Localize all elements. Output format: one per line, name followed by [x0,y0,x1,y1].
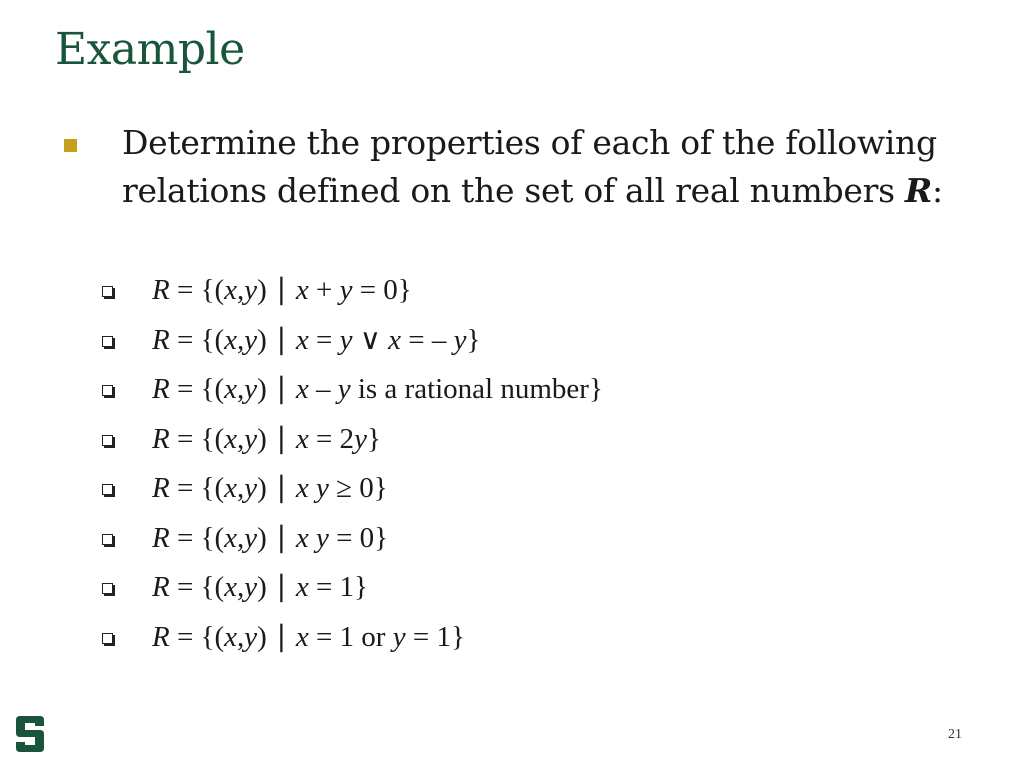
math-text: ) ∣ [257,620,296,653]
math-text: = – [401,323,454,356]
math-variable: x [224,323,238,356]
math-variable: x [388,323,402,356]
math-text: = 0} [352,274,412,306]
math-text: = 1} [405,620,465,653]
math-text: } [466,323,481,356]
relation-item [152,318,992,368]
math-text: is a rational number} [350,373,603,405]
relation-item [152,565,992,615]
intro-colon: : [932,171,943,210]
math-text: , [237,373,245,405]
math-variable: y [354,422,367,455]
math-text: = {( [169,323,225,356]
math-text: = 1} [308,571,368,603]
math-variable: x [224,373,238,405]
math-text: ) ∣ [257,472,296,504]
math-variable: y [453,323,467,356]
relation-item [152,516,992,566]
math-variable: y [244,274,258,306]
math-variable: y [244,323,258,356]
math-variable: y [339,274,353,306]
math-text: ∨ [352,323,389,356]
checkbox-bullet-icon [102,435,113,446]
math-text: = {( [169,373,225,405]
math-variable: R [152,422,170,455]
math-variable: y [337,373,351,405]
set-symbol: R [904,171,933,210]
checkbox-bullet-icon [102,484,113,495]
math-variable: y [244,422,258,455]
math-text: = 2 [308,422,355,455]
math-text: ) ∣ [257,373,296,405]
checkbox-bullet-icon [102,286,113,297]
math-text: = [308,323,340,356]
slide-title: Example [55,24,245,75]
math-text: ) ∣ [257,274,296,306]
math-variable: R [152,521,170,554]
math-variable: y [392,620,406,653]
relation-item [152,268,992,318]
math-variable: R [152,274,170,306]
math-variable: x [224,472,238,504]
math-text: , [237,521,245,554]
math-text: = {( [169,274,225,306]
math-variable: x [295,521,309,554]
square-bullet-icon [64,139,77,152]
relation-item [152,367,992,417]
math-variable: x [224,521,238,554]
math-text: + [308,274,340,306]
math-text: = {( [169,472,225,504]
math-variable: x [295,373,309,405]
math-text: = {( [169,422,225,455]
math-variable: x [295,422,309,455]
math-text: = {( [169,571,225,603]
math-variable: x [224,422,238,455]
math-text: = 1 or [308,620,393,653]
math-text: } [366,422,381,455]
math-text [309,522,316,554]
math-text: , [237,323,245,356]
math-text: ≥ 0} [328,472,388,504]
relation-item [152,615,992,665]
math-variable: y [244,620,258,653]
checkbox-bullet-icon [102,336,113,347]
math-variable: y [315,472,329,504]
math-text: – [308,373,338,405]
math-text: ) ∣ [257,323,296,356]
checkbox-bullet-icon [102,385,113,396]
math-variable: x [295,323,309,356]
math-variable: R [152,472,170,504]
math-variable: R [152,373,170,405]
intro-text: Determine the properties of each of the following relations defined on the set of all real numbers [122,123,937,210]
math-variable: R [152,571,170,603]
checkbox-bullet-icon [102,534,113,545]
math-text: ) ∣ [257,571,296,603]
relation-item [152,466,992,516]
math-text: , [237,472,245,504]
math-variable: x [224,620,238,653]
math-variable: x [224,274,238,306]
math-variable: x [295,620,309,653]
relation-item [152,417,992,467]
math-variable: x [295,274,309,306]
math-text [309,472,316,504]
math-text: , [237,422,245,455]
math-text: = {( [169,521,225,554]
math-variable: y [244,373,258,405]
math-text: = 0} [328,521,389,554]
math-variable: R [152,620,170,653]
math-variable: y [315,521,329,554]
math-variable: y [244,571,258,603]
checkbox-bullet-icon [102,583,113,594]
math-text: , [237,274,245,306]
math-text: , [237,571,245,603]
math-text: ) ∣ [257,422,296,455]
math-variable: y [244,521,258,554]
math-variable: y [339,323,353,356]
math-variable: x [224,571,238,603]
page-number: 21 [948,727,962,742]
math-text: ) ∣ [257,521,296,554]
math-text: = {( [169,620,225,653]
checkbox-bullet-icon [102,633,113,644]
math-variable: x [295,571,309,603]
relation-list [152,268,992,664]
intro-paragraph [122,119,992,215]
math-text: , [237,620,245,653]
math-variable: R [152,323,170,356]
math-variable: y [244,472,258,504]
spartan-s-logo-icon [14,714,46,754]
math-variable: x [295,472,309,504]
